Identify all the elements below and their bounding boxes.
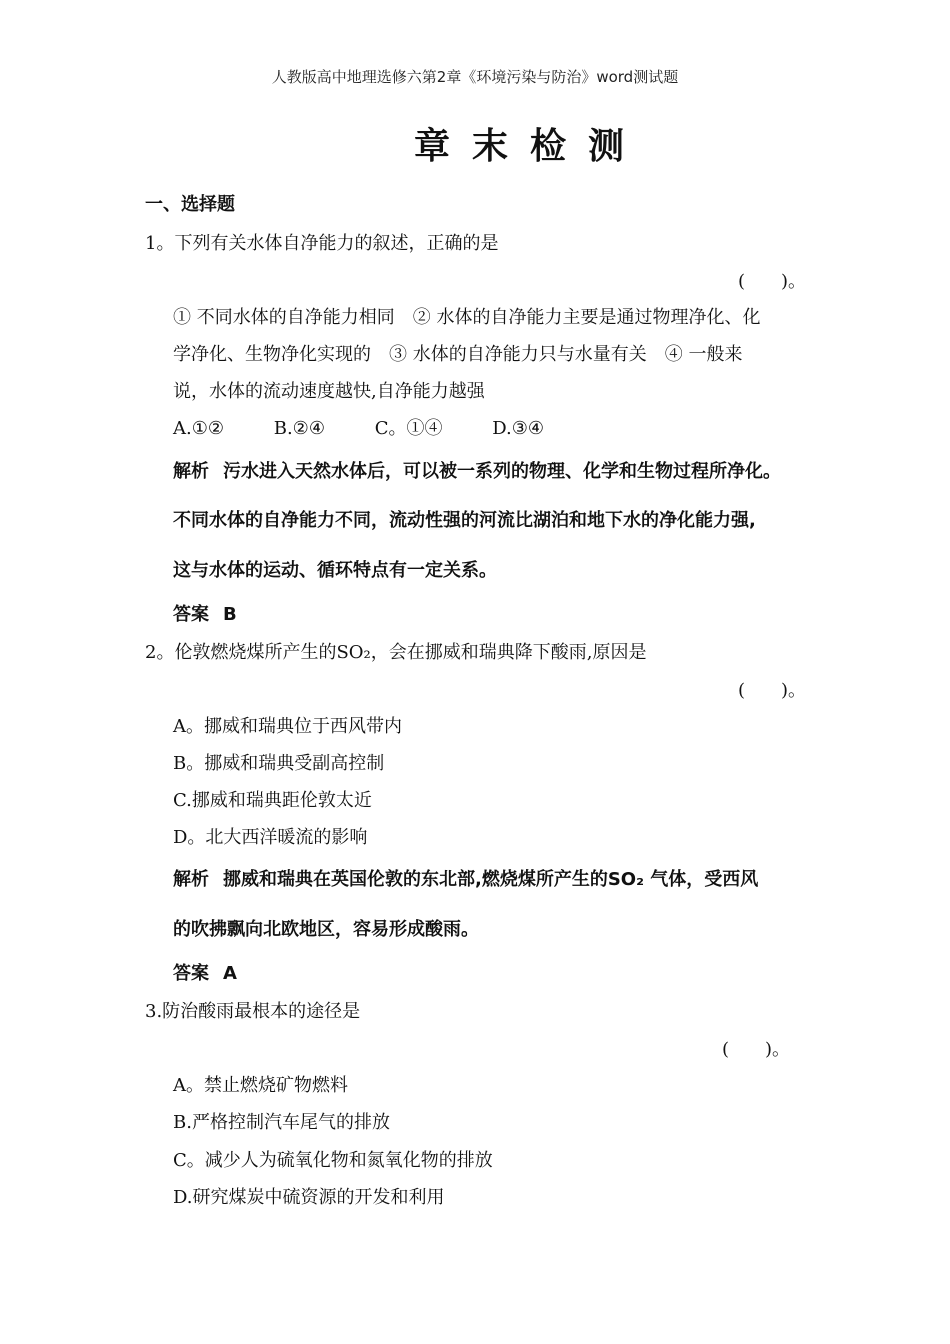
q1-analysis-1: 解析 污水进入天然水体后，可以被一系列的物理、化学和生物过程所净化。 <box>173 461 781 482</box>
q1-option-d: D.③④ <box>492 418 545 439</box>
q1-stem: 1。下列有关水体自净能力的叙述，正确的是 <box>145 233 499 254</box>
q3-option-d: D.研究煤炭中硫资源的开发和利用 <box>173 1187 445 1208</box>
q3-option-b: B.严格控制汽车尾气的排放 <box>173 1112 390 1133</box>
q3-paren: ( )。 <box>722 1039 791 1060</box>
q3-stem: 3.防治酸雨最根本的途径是 <box>145 1001 361 1022</box>
q1-line-1: ① 不同水体的自净能力相同 ② 水体的自净能力主要是通过物理净化、化 <box>173 307 761 328</box>
q2-analysis-2: 的吹拂飘向北欧地区，容易形成酸雨。 <box>173 919 479 940</box>
q1-options <box>173 414 544 440</box>
q2-paren: ( )。 <box>738 680 807 701</box>
q1-option-c: C。①④ <box>374 418 443 439</box>
q1-answer-value: B <box>223 604 237 625</box>
q2-analysis-1: 解析 挪威和瑞典在英国伦敦的东北部,燃烧煤所产生的SO₂ 气体，受西风 <box>173 869 759 890</box>
q1-analysis-3: 这与水体的运动、循环特点有一定关系。 <box>173 560 497 581</box>
q1-answer <box>173 600 237 626</box>
q1-answer-label: 答案 <box>173 604 209 625</box>
q1-line-3: 说，水体的流动速度越快,自净能力越强 <box>173 381 485 402</box>
q1-line-2: 学净化、生物净化实现的 ③ 水体的自净能力只与水量有关 ④ 一般来 <box>173 344 743 365</box>
q2-option-c: C.挪威和瑞典距伦敦太近 <box>173 790 372 811</box>
page-header: 人教版高中地理选修六第2章《环境污染与防治》word测试题 <box>271 68 679 86</box>
q1-paren: ( )。 <box>738 271 807 292</box>
page-title: 章末检测 <box>413 126 646 167</box>
section-heading: 一、选择题 <box>145 194 235 215</box>
q2-answer-value: A <box>223 963 237 984</box>
q3-option-c: C。减少人为硫氧化物和氮氧化物的排放 <box>173 1150 493 1171</box>
q1-option-b: B.②④ <box>273 418 325 439</box>
q1-analysis-label: 解析 <box>173 461 209 482</box>
q3-option-a: A。禁止燃烧矿物燃料 <box>173 1075 348 1096</box>
q2-stem: 2。伦敦燃烧煤所产生的SO₂，会在挪威和瑞典降下酸雨,原因是 <box>145 642 647 663</box>
q2-answer <box>173 959 237 985</box>
q2-option-a: A。挪威和瑞典位于西风带内 <box>173 716 402 737</box>
q2-option-d: D。北大西洋暖流的影响 <box>173 827 368 848</box>
q2-option-b: B。挪威和瑞典受副高控制 <box>173 753 385 774</box>
q1-option-a: A.①② <box>173 418 224 439</box>
q2-answer-label: 答案 <box>173 963 209 984</box>
q2-analysis-label: 解析 <box>173 869 209 890</box>
q1-analysis-2: 不同水体的自净能力不同，流动性强的河流比湖泊和地下水的净化能力强, <box>173 510 756 531</box>
